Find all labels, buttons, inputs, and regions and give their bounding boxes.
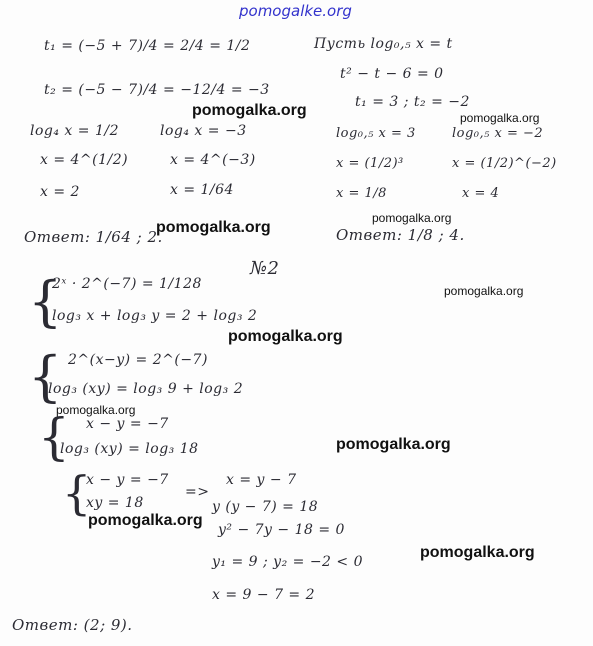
system2-eq2: log₃ (xy) = log₃ 9 + log₃ 2 [48, 381, 244, 397]
roots-y-line: y₁ = 9 ; y₂ = −2 < 0 [212, 554, 364, 570]
system2-eq1: 2^(x−y) = 2^(−7) [68, 352, 208, 368]
x-power-4: x = (1/2)^(−2) [452, 156, 557, 171]
x-power-3: x = (1/2)³ [336, 156, 404, 171]
system3-eq2: log₃ (xy) = log₃ 18 [60, 441, 199, 457]
x-power-1: x = 4^(1/2) [40, 152, 129, 168]
watermark: pomogalka.org [156, 219, 271, 236]
system-brace-1: { [28, 270, 63, 333]
substitution-line: Пусть log₀,₅ x = t [314, 36, 453, 52]
x-value-3: x = 1/8 [336, 186, 387, 201]
x-result-line: x = 9 − 7 = 2 [212, 587, 316, 603]
system1-eq1: 2ˣ · 2^(−7) = 1/128 [52, 276, 202, 292]
system-brace-3: { [38, 408, 70, 466]
system4-eq2: xy = 18 [86, 495, 144, 511]
watermark: pomogalka.org [372, 211, 452, 225]
watermark: pomogalka.org [444, 284, 524, 298]
quadratic-y-line: y² − 7y − 18 = 0 [218, 522, 345, 538]
x-value-4: x = 4 [462, 186, 500, 201]
log-eq-2: log₄ x = −3 [160, 123, 247, 139]
root-t1-line: t₁ = (−5 + 7)/4 = 2/4 = 1/2 [44, 38, 251, 54]
watermark: pomogalka.org [460, 111, 540, 125]
roots-line: t₁ = 3 ; t₂ = −2 [355, 94, 470, 110]
quadratic-line: t² − t − 6 = 0 [340, 66, 444, 82]
watermark: pomogalka.org [228, 328, 343, 345]
log-eq-3: log₀,₅ x = 3 [336, 126, 416, 141]
system3-eq1: x − y = −7 [86, 416, 169, 432]
substitute-line: y (y − 7) = 18 [212, 499, 319, 515]
answer-3: Ответ: (2; 9). [12, 616, 133, 634]
task-number: №2 [250, 258, 280, 279]
x-value-2: x = 1/64 [170, 182, 234, 198]
system-brace-2: { [28, 345, 63, 408]
watermark: pomogalka.org [56, 403, 136, 417]
answer-1: Ответ: 1/64 ; 2. [24, 228, 163, 246]
system-brace-4: { [62, 466, 92, 520]
log-eq-4: log₀,₅ x = −2 [452, 126, 544, 141]
x-power-2: x = 4^(−3) [170, 152, 256, 168]
x-value-1: x = 2 [40, 184, 80, 200]
watermark: pomogalka.org [88, 512, 203, 529]
express-x-line: x = y − 7 [226, 472, 297, 488]
system1-eq2: log₃ x + log₃ y = 2 + log₃ 2 [52, 308, 258, 324]
answer-2: Ответ: 1/8 ; 4. [336, 226, 465, 244]
watermark: pomogalka.org [420, 544, 535, 561]
root-t2-line: t₂ = (−5 − 7)/4 = −12/4 = −3 [44, 82, 270, 98]
implies-arrow: => [185, 484, 210, 500]
watermark: pomogalka.org [192, 102, 307, 119]
site-header[interactable]: pomogalke.org [239, 2, 352, 20]
watermark: pomogalka.org [336, 436, 451, 453]
system4-eq1: x − y = −7 [86, 472, 169, 488]
log-eq-1: log₄ x = 1/2 [30, 123, 119, 139]
